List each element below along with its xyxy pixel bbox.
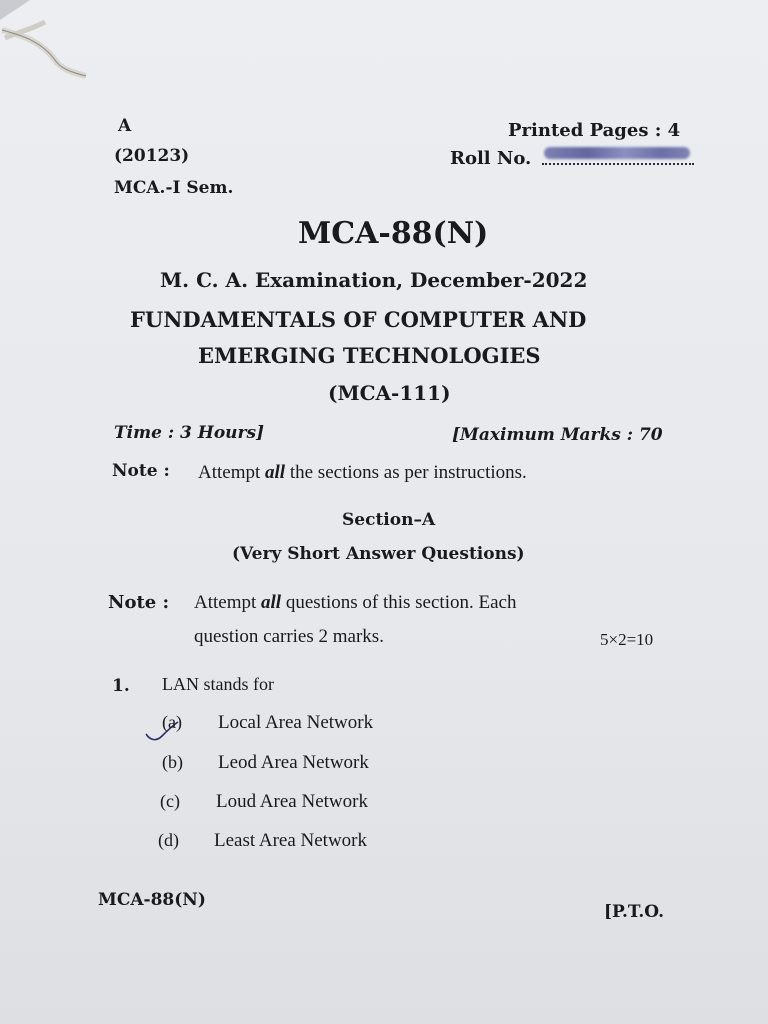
section-note-label: Note : [108,592,170,613]
course-code-title: MCA-88(N) [298,216,489,251]
section-note-line-2: question carries 2 marks. [194,626,384,647]
section-note-line-1: Attempt all questions of this section. Each [194,592,517,613]
footer-code: MCA-88(N) [98,890,206,910]
note-text: Attempt all the sections as per instructions. [198,462,527,483]
maximum-marks: [Maximum Marks : 70 [452,425,663,445]
roll-no-label: Roll No. [450,148,532,169]
option-text-a: Local Area Network [218,712,374,733]
printed-pages: Printed Pages : 4 [508,120,681,141]
section-subtitle: (Very Short Answer Questions) [232,544,525,564]
set-label: A [118,116,132,136]
question-number: 1. [112,676,130,696]
question-text: LAN stands for [162,674,274,694]
torn-corner-thread [0,0,90,80]
paper-code: (20123) [114,146,190,166]
option-label-c: (c) [160,791,180,811]
semester: MCA.-I Sem. [114,178,234,198]
section-name: Section–A [342,510,436,530]
option-label-b: (b) [162,752,183,772]
option-text-c: Loud Area Network [216,791,368,812]
subject-line-1: FUNDAMENTALS OF COMPUTER AND [130,307,587,332]
subject-code: (MCA-111) [328,381,451,405]
option-label-a: (a) [162,712,182,732]
subject-line-2: EMERGING TECHNOLOGIES [198,343,541,368]
option-text-b: Leod Area Network [218,752,369,773]
section-marks: 5×2=10 [600,630,654,649]
option-text-d: Least Area Network [214,830,367,851]
page-turn-over: [P.T.O. [604,902,665,922]
roll-no-field [542,145,694,165]
option-label-d: (d) [158,830,179,850]
note-label: Note : [112,461,170,481]
exam-title: M. C. A. Examination, December-2022 [160,268,588,292]
time-allowed: Time : 3 Hours] [114,423,265,443]
